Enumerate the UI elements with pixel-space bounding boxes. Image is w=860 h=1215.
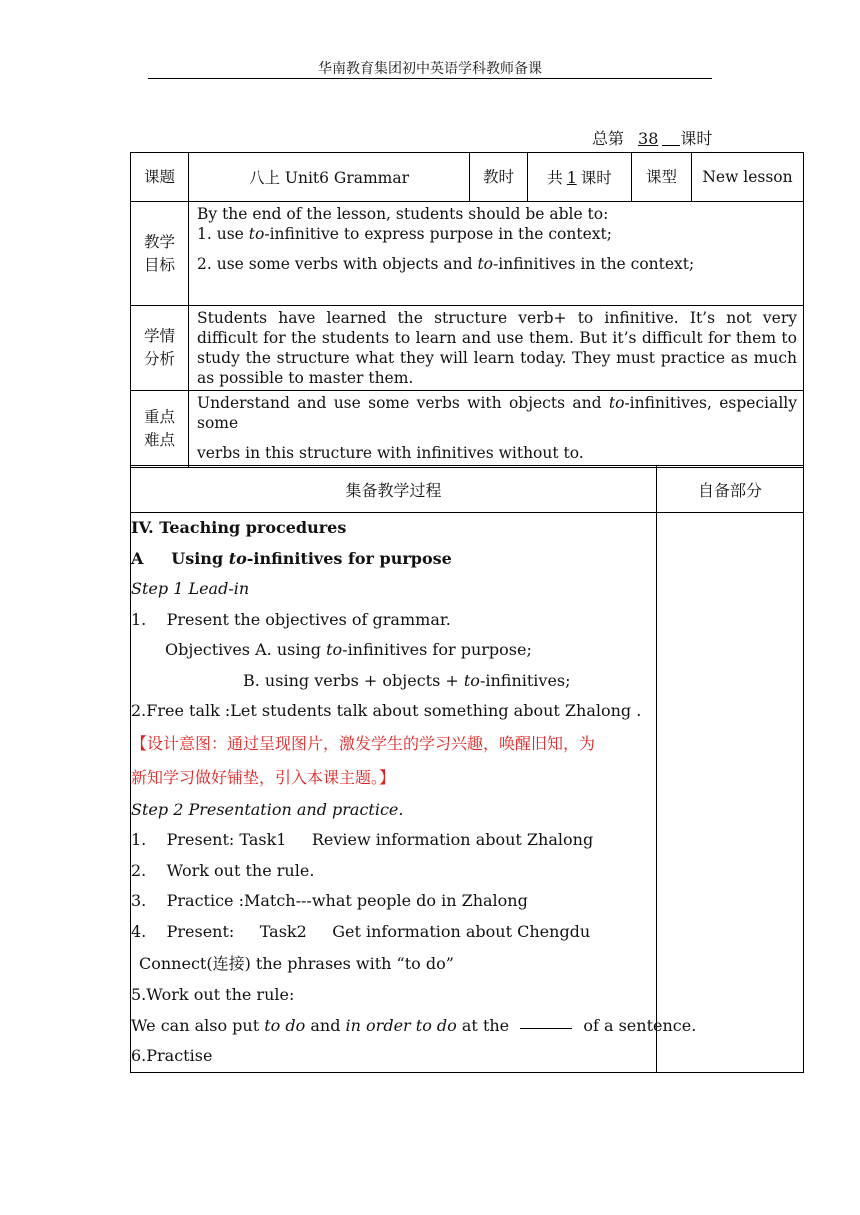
analysis-text: Students have learned the structure verb+ to infinitive. It’s not very difficult for the students to learn and use them. But it’s difficult for them to study the structure what they will learn today. They must practice as much as possible to master them. [189, 306, 804, 391]
step-2-item-6: 6.Practise [131, 1046, 213, 1065]
step-2-title: Step 2 Presentation and practice. [131, 799, 404, 819]
design-intent-1: 【设计意图：通过呈现图片，激发学生的学习兴趣，唤醒旧知，为 [131, 733, 596, 753]
part-a-title: A Using to-infinitives for purpose [131, 548, 452, 568]
step-2-item-3: 3. Practice :Match---what people do in Zhalong [131, 891, 528, 910]
hours-value: 共 1 课时 [528, 153, 632, 202]
goals-content [189, 202, 804, 306]
step-2-item-4: 4. Present: Task2 Get information about Chengdu [131, 921, 591, 941]
topic-label: 课题 [131, 153, 189, 202]
lesson-count-suffix: 课时 [680, 129, 713, 148]
goals-intro: By the end of the lesson, students should be able to: [197, 205, 609, 223]
process-header-right: 自备部分 [657, 466, 804, 513]
header-rule [148, 78, 712, 79]
lesson-count [592, 126, 712, 149]
process-content [131, 513, 697, 1073]
type-value: New lesson [692, 153, 804, 202]
connect-phrases: Connect(连接) the phrases with “to do” [139, 954, 454, 973]
teaching-process-table [130, 465, 804, 1073]
step-1-item-2: 2.Free talk :Let students talk about something about Zhalong . [131, 701, 642, 720]
step-2-item-2: 2. Work out the rule. [131, 860, 315, 880]
section-title: IV. Teaching procedures [131, 518, 347, 537]
rule-sentence: We can also put to do and in order to do at the of a sentence. [131, 1015, 697, 1035]
page-header: 华南教育集团初中英语学科教师备课 [318, 61, 542, 77]
lesson-count-number: 38 [638, 129, 659, 148]
lesson-info-table [130, 152, 804, 468]
analysis-label: 学情 分析 [131, 306, 189, 391]
key-points-label: 重点 难点 [131, 391, 189, 468]
fill-in-blank [520, 1014, 572, 1029]
type-label: 课型 [632, 153, 692, 202]
step-1-item-1: 1. Present the objectives of grammar. [131, 609, 451, 629]
lesson-count-underline [662, 130, 680, 146]
goal-1: 1. use to-infinitive to express purpose in the context; [197, 225, 612, 243]
goal-2: 2. use some verbs with objects and to-infinitives in the context; [197, 255, 695, 273]
step-1-title: Step 1 Lead-in [131, 579, 250, 598]
lesson-count-prefix: 总第 [592, 129, 625, 148]
process-header-left: 集备教学过程 [131, 466, 657, 513]
hours-label: 教时 [470, 153, 528, 202]
topic-value: 八上 Unit6 Grammar [189, 153, 470, 202]
objective-a: Objectives A. using to-infinitives for purpose; [165, 640, 532, 659]
step-2-item-5: 5.Work out the rule: [131, 985, 295, 1004]
objective-b: B. using verbs + objects + to-infinitives; [243, 670, 571, 690]
step-2-item-1: 1. Present: Task1 Review information about Zhalong [131, 830, 594, 849]
design-intent-2: 新知学习做好铺垫，引入本课主题。】 [131, 767, 396, 787]
goals-label: 教学 目标 [131, 202, 189, 306]
key-points-text: Understand and use some verbs with objects and to-infinitives, especially some verbs in this structure with infinitives without to. [189, 391, 804, 468]
self-prep-column [657, 513, 804, 1073]
